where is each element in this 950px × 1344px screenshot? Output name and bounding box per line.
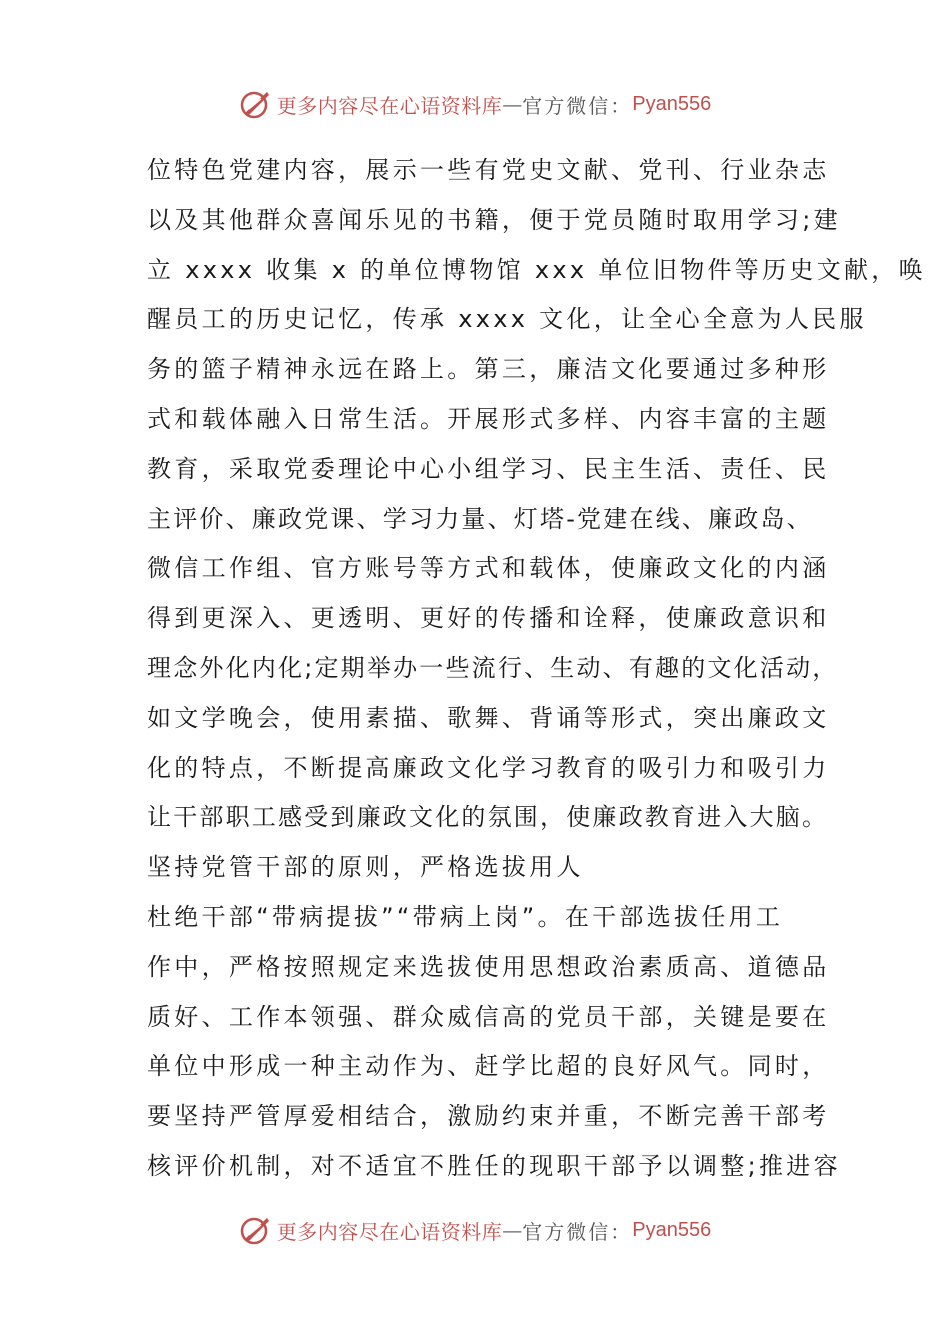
text-line-13: 化的特点，不断提高廉政文化学习教育的吸引力和吸引力 bbox=[147, 753, 830, 782]
header-site-text: 更多内容尽在心语资料库 bbox=[276, 93, 503, 118]
text-line-10: 得到更深入、更透明、更好的传播和诠释，使廉政意识和 bbox=[147, 604, 830, 633]
footer-separator: — bbox=[502, 1218, 523, 1242]
text-line-14: 让干部职工感受到廉政文化的氛围，使廉政教育进入大脑。 bbox=[147, 803, 829, 832]
text-line-21: 核评价机制，对不适宜不胜任的现职干部予以调整;推进容 bbox=[147, 1151, 841, 1180]
text-line-8: 主评价、廉政党课、学习力量、灯塔-党建在线、廉政岛、 bbox=[147, 504, 813, 533]
document-body bbox=[147, 146, 926, 1192]
footer-banner bbox=[0, 1210, 950, 1250]
section-heading: 坚持党管干部的原则，严格选拔用人 bbox=[147, 853, 584, 882]
text-line-6: 式和载体融入日常生活。开展形式多样、内容丰富的主题 bbox=[147, 404, 830, 433]
footer-wechat-id: Pyan556 bbox=[632, 1218, 712, 1241]
header-banner bbox=[0, 84, 950, 124]
text-line-1: 位特色党建内容，展示一些有党史文献、党刊、行业杂志 bbox=[147, 156, 830, 184]
text-line-12: 如文学晚会，使用素描、歌舞、背诵等形式，突出廉政文 bbox=[147, 703, 830, 732]
text-line-16: 杜绝干部“带病提拔”“带病上岗”。在干部选拔任用工 bbox=[147, 902, 784, 931]
text-line-9: 微信工作组、官方账号等方式和载体，使廉政文化的内涵 bbox=[147, 554, 830, 583]
text-line-18: 质好、工作本领强、群众威信高的党员干部，关键是要在 bbox=[147, 1002, 830, 1031]
text-line-20: 要坚持严管厚爱相结合，激励约束并重，不断完善干部考 bbox=[147, 1102, 830, 1131]
footer-wechat-label: 官方微信： bbox=[522, 1219, 633, 1244]
text-line-19: 单位中形成一种主动作为、赶学比超的良好风气。同时， bbox=[147, 1052, 830, 1081]
text-line-7: 教育，采取党委理论中心小组学习、民主生活、责任、民 bbox=[147, 454, 830, 483]
text-line-17: 作中，严格按照规定来选拔使用思想政治素质高、道德品 bbox=[147, 952, 830, 981]
text-line-5: 务的篮子精神永远在路上。第三，廉洁文化要通过多种形 bbox=[147, 355, 830, 384]
text-line-4: 醒员工的历史记忆，传承 xxxx 文化，让全心全意为人民服 bbox=[147, 305, 867, 334]
header-separator: — bbox=[502, 92, 523, 116]
text-line-3: 立 xxxx 收集 x 的单位博物馆 xxx 单位旧物件等历史文献，唤 bbox=[147, 255, 926, 284]
text-line-2: 以及其他群众喜闻乐见的书籍，便于党员随时取用学习;建 bbox=[147, 205, 841, 234]
header-wechat-label: 官方微信： bbox=[522, 93, 633, 118]
header-wechat-id: Pyan556 bbox=[632, 92, 712, 115]
footer-site-text: 更多内容尽在心语资料库 bbox=[276, 1219, 503, 1244]
quill-logo-icon bbox=[239, 1213, 273, 1247]
text-line-11: 理念外化内化;定期举办一些流行、生动、有趣的文化活动， bbox=[147, 653, 839, 682]
quill-logo-icon bbox=[239, 87, 273, 121]
